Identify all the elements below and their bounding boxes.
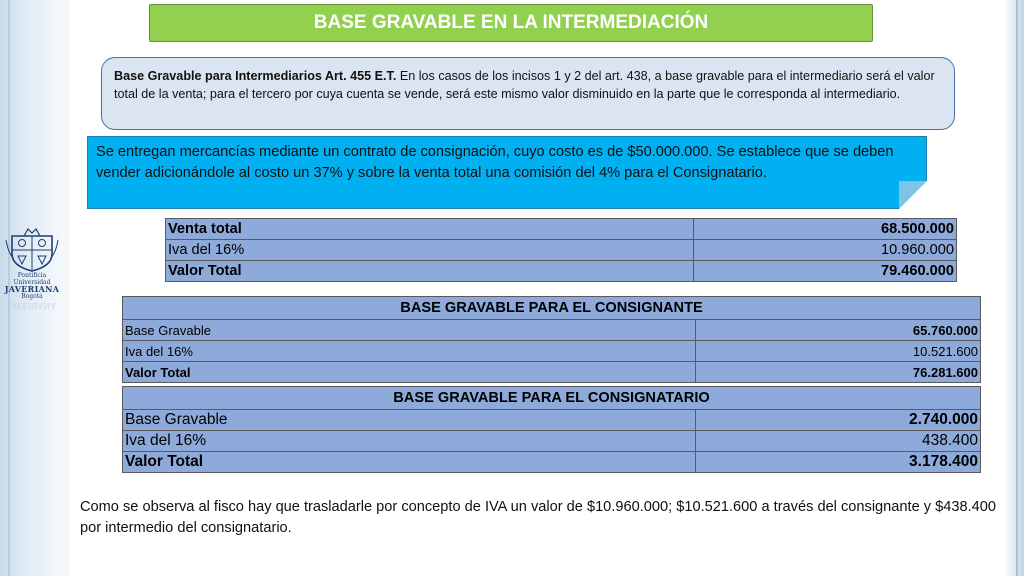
table-heading: BASE GRAVABLE PARA EL CONSIGNANTE [123, 297, 981, 320]
slide-right-border [1004, 0, 1024, 576]
table-row [166, 240, 957, 261]
table-cell-value: 65.760.000 [696, 320, 981, 341]
university-crest-icon [4, 226, 60, 272]
consignatario-table [122, 386, 981, 473]
table-row [123, 362, 981, 383]
example-box [87, 136, 927, 209]
slide-title: BASE GRAVABLE EN LA INTERMEDIACIÓN [149, 4, 873, 42]
table-cell-value: 2.740.000 [696, 410, 981, 431]
table-cell-value: 3.178.400 [696, 452, 981, 473]
table-row [123, 410, 981, 431]
legal-info-heading: Base Gravable para Intermediarios Art. 455 E.T. [114, 69, 397, 83]
table-row [123, 431, 981, 452]
table-cell-label: Iva del 16% [166, 240, 694, 261]
table-cell-label: Valor Total [166, 261, 694, 282]
slide-right-stripe [1016, 0, 1018, 576]
legal-info-box [101, 57, 955, 130]
conclusion-text: Como se observa al fisco hay que trasladarle por concepto de IVA un valor de $10.960.000; $10.521.600 a través del consignante y $438.400 por intermedio del consignatario. [80, 499, 996, 536]
table-cell-label: Base Gravable [123, 320, 696, 341]
table-cell-label: Base Gravable [123, 410, 696, 431]
table-row [166, 261, 957, 282]
table-header-row [123, 387, 981, 410]
table-cell-value: 68.500.000 [694, 219, 957, 240]
logo-line-1: Pontificia Universidad [13, 272, 51, 286]
table-row [123, 320, 981, 341]
table-row [123, 452, 981, 473]
table-cell-label: Iva del 16% [123, 341, 696, 362]
table-cell-label: Valor Total [123, 362, 696, 383]
table-cell-value: 438.400 [696, 431, 981, 452]
table-row [166, 219, 957, 240]
logo-line-3: Bogotá [21, 293, 43, 300]
sales-summary-table [165, 218, 957, 282]
page-fold-corner [899, 181, 927, 209]
logo-reflection: JAVERIANA [8, 301, 56, 310]
logo-line-2: JAVERIANA [4, 284, 60, 294]
consignante-table [122, 296, 981, 383]
table-cell-label: Venta total [166, 219, 694, 240]
example-text: Se entregan mercancías mediante un contrato de consignación, cuyo costo es de $50.000.000. Se establece que se deben vender adicionándole al costo un 37% y sobre la venta total una comisión del 4% para el Consignatario. [96, 144, 894, 181]
table-cell-value: 79.460.000 [694, 261, 957, 282]
table-cell-value: 10.521.600 [696, 341, 981, 362]
table-heading: BASE GRAVABLE PARA EL CONSIGNATARIO [123, 387, 981, 410]
table-row [123, 341, 981, 362]
university-logo [2, 226, 62, 316]
table-cell-label: Iva del 16% [123, 431, 696, 452]
table-cell-value: 10.960.000 [694, 240, 957, 261]
legal-info-text: En los casos de los incisos 1 y 2 del art. 438, a base gravable para el intermediario será el valor total de la venta; para el tercero por cuya cuenta se vende, será este mismo valor disminuido en la parte que le corresponda al intermediario. [114, 69, 935, 101]
table-cell-value: 76.281.600 [696, 362, 981, 383]
table-header-row [123, 297, 981, 320]
table-cell-label: Valor Total [123, 452, 696, 473]
